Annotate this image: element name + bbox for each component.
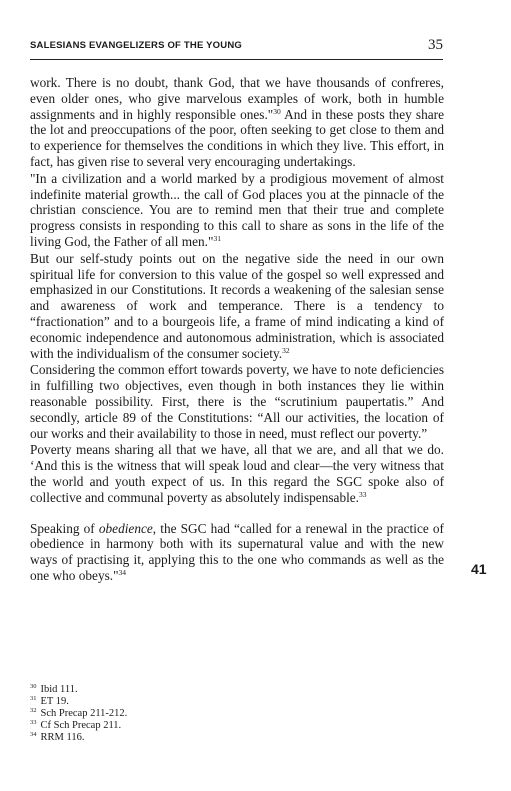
paragraph-text: Considering the common effort towards poverty, we have to note deficiencies in fulfilling two objectives, even though in both instances they lie within reasonable possibility. First, there is the “scrutinium paupertatis.” And secondly, article 89 of the Constitutions: “All our activities, the location of our works and their availability to those in need, must reflect our poverty.” [30, 362, 444, 441]
footnote [30, 732, 330, 744]
page-header [30, 37, 443, 56]
footnote [30, 696, 330, 708]
paragraph [30, 442, 444, 505]
footnote-number: 34 [30, 731, 37, 738]
margin-number: 41 [471, 561, 487, 577]
body-text [30, 75, 444, 584]
footnote-ref: 32 [282, 345, 290, 355]
header-rule [30, 59, 443, 60]
footnote-number: 31 [30, 695, 37, 702]
paragraph [30, 521, 444, 584]
paragraph [30, 362, 444, 441]
footnote [30, 720, 330, 732]
footnotes [30, 684, 330, 744]
page-number: 35 [428, 37, 443, 53]
paragraph-text: , the SGC had “called for a renewal in the practice of obedience in harmony both with its supernatural value and with the new ways of practising it, applying this to the one who commands as well as the one who obeys." [30, 520, 444, 583]
paragraph-text: Speaking of [30, 520, 99, 536]
running-head: SALESIANS EVANGELIZERS OF THE YOUNG [30, 40, 242, 51]
footnote-number: 32 [30, 707, 37, 714]
footnote-ref: 34 [118, 567, 127, 577]
footnote-ref: 31 [213, 233, 221, 243]
footnote-text: Cf Sch Precap 211. [40, 720, 122, 731]
paragraph [30, 171, 444, 250]
paragraph-text: "In a civilization and a world marked by a prodigious movement of almost indefinite material growth... the call of God places you at the pinnacle of the christian conscience. You are to remind men that their true and complete progress consists in responding to this call to share as sons in the life of the living God, the Father of all men." [30, 170, 444, 249]
paragraph [30, 251, 444, 362]
footnote-number: 30 [30, 683, 37, 690]
footnote-number: 33 [30, 719, 37, 726]
emphasis-text: obedience [98, 520, 153, 536]
paragraph-text: But our self-study points out on the negative side the need in our own spiritual life for conversion to this value of the gospel so well expressed and emphasized in our Constitutions. It records a weakening of the salesian sense and awareness of work and temperance. There is a tendency to “fractionation” and to a bourgeois life, a frame of mind indicating a kind of economic independence and autonomous administration, which is associated with the individualism of the consumer society. [30, 250, 444, 361]
paragraph-text: work. There is no doubt, thank God, that we have thousands of confreres, even older ones, who give marvelous examples of work, both in humble assignments and in highly responsible ones." [30, 75, 444, 122]
footnote-ref: 30 [273, 106, 281, 116]
paragraph [30, 75, 444, 170]
footnote [30, 684, 330, 696]
paragraph-text: And in these posts they share the lot and preoccupations of the poor, often seeking to get close to them and to experience for themselves the conditions in which they live. This effort, in fact, has given rise to several very encouraging undertakings. [30, 106, 444, 169]
footnote-text: ET 19. [40, 696, 69, 707]
footnote-ref: 33 [359, 489, 367, 499]
paragraph-text: Poverty means sharing all that we have, all that we are, and all that we do. ‘And this is the witness that will speak loud and clear—the very witness that the world and youth expect of us. In this regard the SGC spoke also of collective and communal poverty as absolutely indispensable. [30, 442, 444, 505]
footnote-text: Ibid 111. [40, 684, 78, 695]
footnote [30, 708, 330, 720]
footnote-text: RRM 116. [40, 732, 85, 743]
footnote-text: Sch Precap 211-212. [40, 708, 128, 719]
